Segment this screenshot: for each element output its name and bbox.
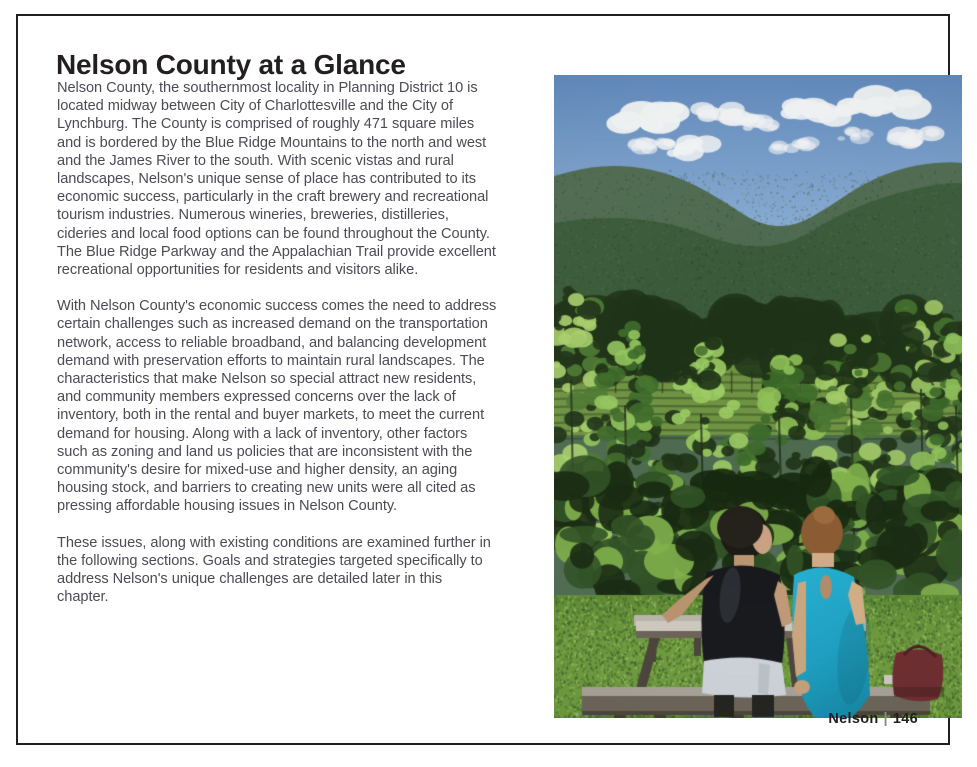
footer-separator: | xyxy=(883,711,888,727)
footer-page-number: 146 xyxy=(892,711,918,727)
body-text-column xyxy=(57,79,497,606)
body-paragraph-3: These issues, along with existing conditions are examined further in the following sections. Goals and strategies targeted specifically to address Nelson's unique challenges are detailed later in this chapter. xyxy=(57,534,491,606)
document-page xyxy=(16,14,950,745)
body-paragraph-1: Nelson County, the southernmost locality in Planning District 10 is located midway between City of Charlottesville and the City of Lynchburg. The County is comprised of roughly 471 square miles and is bordered by the Blue Ridge Mountains to the north and west and the James River to the south. With scenic vistas and rural landscapes, Nelson's unique sense of place has contributed to its economic success, particularly in the craft brewery and recreational tourism industries. Numerous wineries, breweries, distilleries, cideries and local food options can be found throughout the County. The Blue Ridge Parkway and the Appalachian Trail provide excellent recreational opportunities for residents and visitors alike. xyxy=(57,80,496,279)
page-title: Nelson County at a Glance xyxy=(56,48,406,80)
page-footer xyxy=(828,711,918,727)
footer-location: Nelson xyxy=(828,711,879,727)
photo-image xyxy=(554,75,962,718)
photo-couple-picnic-table-blue-ridge xyxy=(554,75,962,718)
body-paragraph-2: With Nelson County's economic success comes the need to address certain challenges such as increased demand on the transportation network, access to reliable broadband, and balancing development demand with preservation efforts to maintain rural landscapes. The characteristics that make Nelson so special attract new residents, and community members expressed concerns over the lack of inventory, both in the rental and buyer markets, to meet the current demand for housing. Along with a lack of inventory, other factors such as zoning and land us policies that are inconsistent with the community's desire for mixed-use and higher density, an aging housing stock, and barriers to creating new units were all cited as pressing affordable housing issues in Nelson County. xyxy=(57,298,497,515)
